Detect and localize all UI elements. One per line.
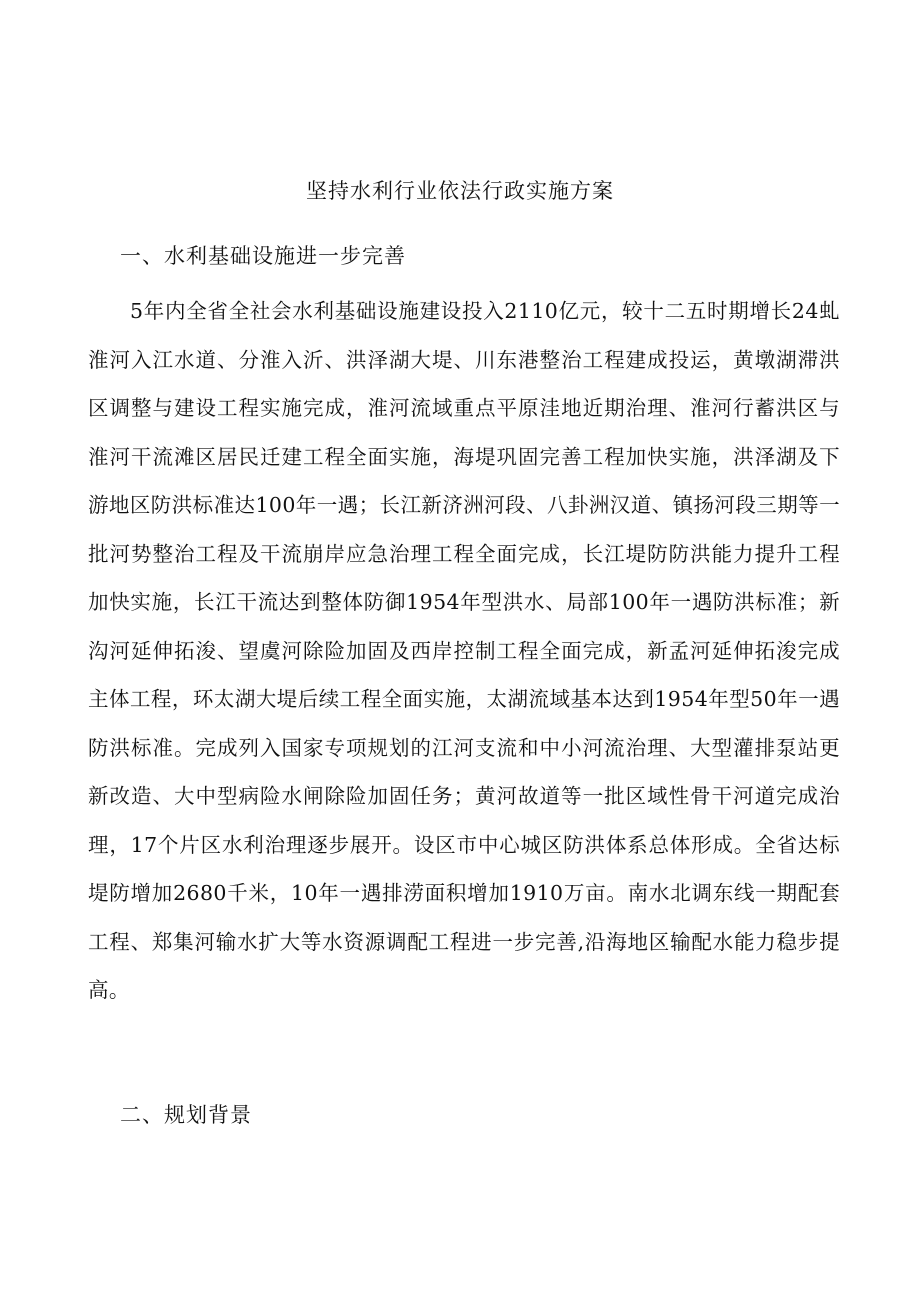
document-title: 坚持水利行业依法行政实施方案 — [306, 179, 614, 203]
section-paragraph-infrastructure: 5年内全省全社会水利基础设施建设投入2110亿元，较十二五时期增长24虬淮河入江水道、分淮入沂、洪泽湖大堤、川东港整治工程建成投运，黄墩湖滞洪区调整与建设工程实施完成，淮河流域重点平原洼地近期治理、淮河行蓄洪区与淮河干流滩区居民迁建工程全面实施，海堤巩固完善工程加快实施，洪泽湖及下游地区防洪标准达100年一遇；长江新济洲河段、八卦洲汉道、镇扬河段三期等一批河势整治工程及干流崩岸应急治理工程全面完成，长江堤防防洪能力提升工程加快实施，长江干流达到整体防御1954年型洪水、局部100年一遇防洪标准；新沟河延伸拓浚、望虞河除险加固及西岸控制工程全面完成，新孟河延伸拓浚完成主体工程，环太湖大堤后续工程全面实施，太湖流域基本达到1954年型50年一遇防洪标准。完成列入国家专项规划的江河支流和中小河流治理、大型灌排泵站更新改造、大中型病险水闸除险加固任务；黄河故道等一批区域性骨干河道完成治理，17个片区水利治理逐步展开。设区市中心城区防洪体系总体形成。全省达标堤防增加2680千米，10年一遇排涝面积增加1910万亩。南水北调东线一期配套工程、郑集河输水扩大等水资源调配工程进一步完善,沿海地区输配水能力稳步提高。 — [88, 299, 840, 1002]
section-heading-background: 二、规划背景 — [120, 1103, 252, 1127]
section-heading-infrastructure: 一、水利基础设施进一步完善 — [120, 244, 406, 268]
